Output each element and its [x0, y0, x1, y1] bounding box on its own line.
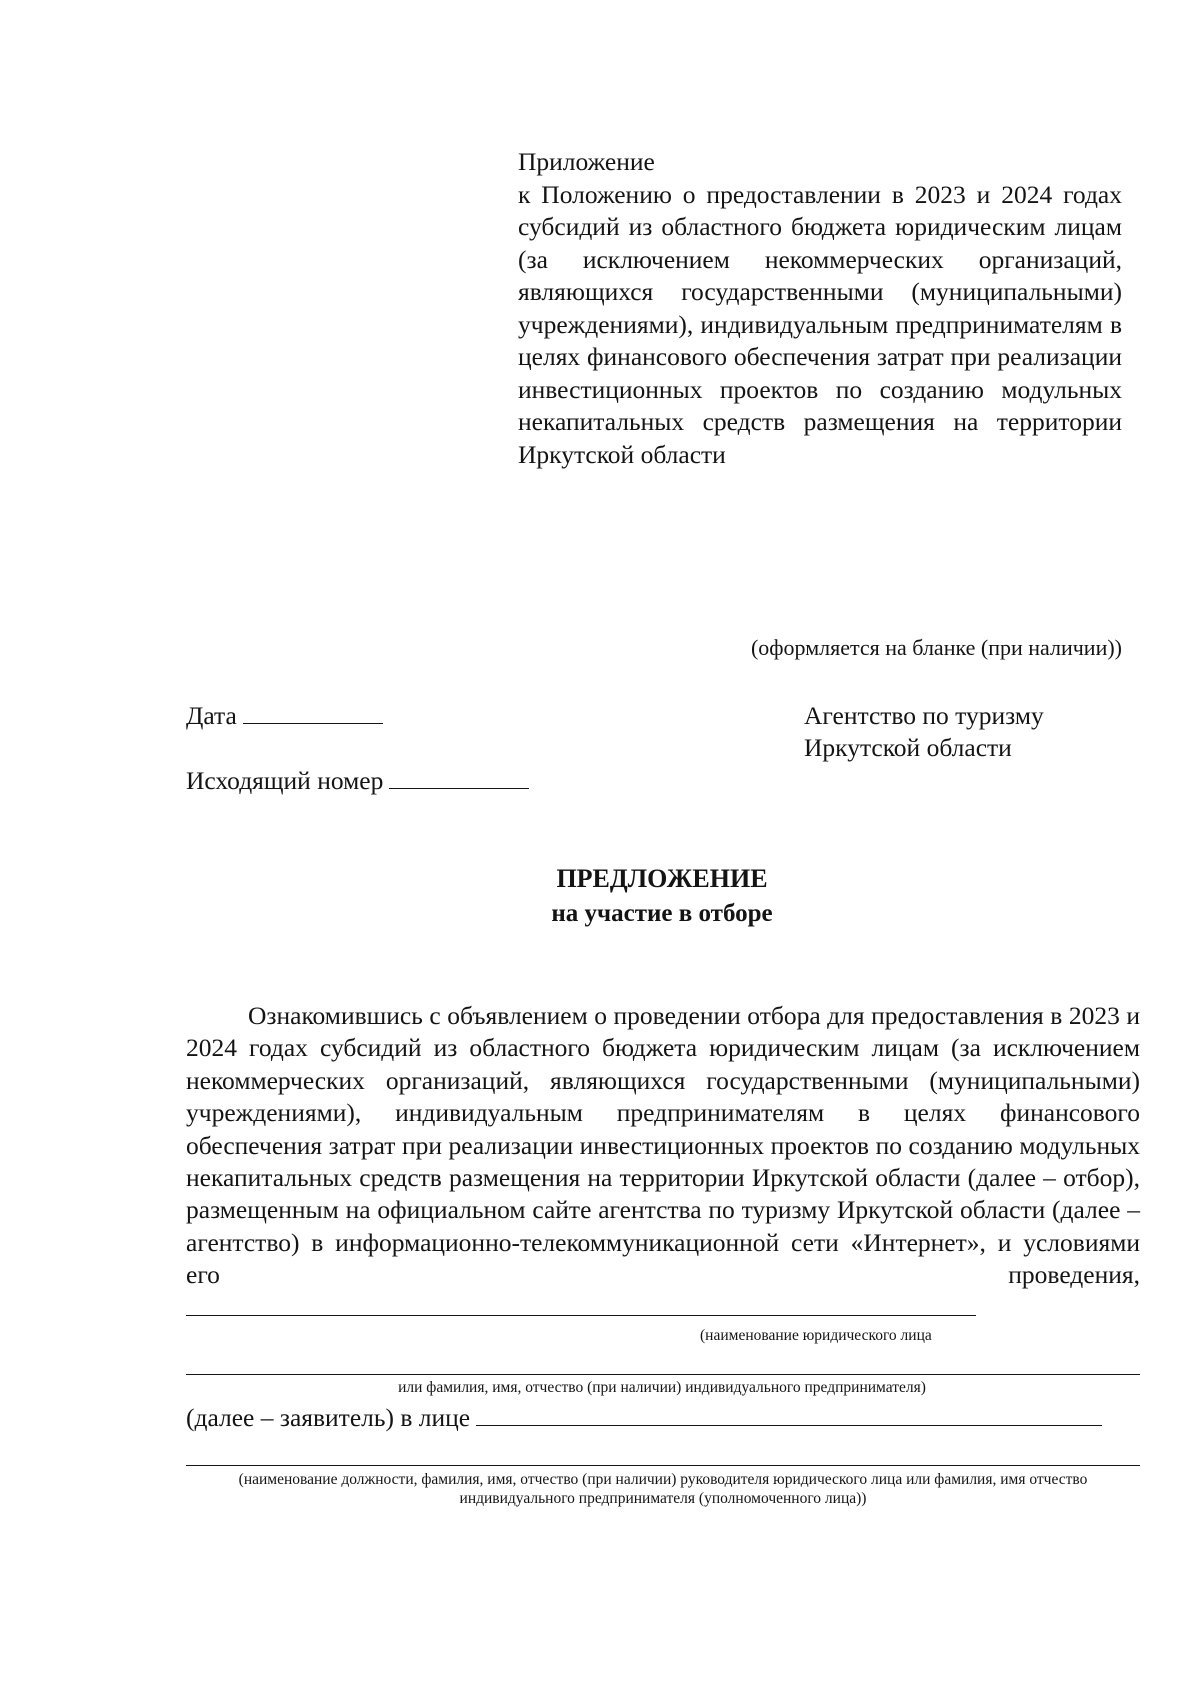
addressee-line-2: Иркутской области — [804, 733, 1012, 762]
applicant-label: (далее – заявитель) в лице — [186, 1403, 471, 1432]
annex-block — [518, 146, 1122, 471]
date-label: Дата — [186, 701, 237, 730]
individual-entrepreneur-caption: или фамилия, имя, отчество (при наличии) индивидуального предпринимателя) — [398, 1379, 926, 1396]
annex-reference: к Положению о предоставлении в 2023 и 2024 годах субсидий из областного бюджета юридическим лицам (за исключением некоммерческих организаций, являющихся государственными (муниципальными) учреждениями), индивидуальным предпринимателям в целях финансового обеспечения затрат при реализации инвестиционных проектов по созданию модульных некапитальных средств размещения на территории Иркутской области — [518, 179, 1122, 469]
applicant-name-blank-line[interactable] — [186, 1295, 976, 1316]
applicant-field — [186, 1402, 1102, 1434]
representative-continuation-line[interactable] — [186, 1465, 1140, 1466]
letterhead-note: (оформляется на бланке (при наличии)) — [750, 635, 1122, 660]
main-paragraph — [186, 1000, 1140, 1324]
outgoing-number-field — [186, 765, 529, 797]
annex-title: Приложение — [518, 147, 655, 176]
addressee-block — [804, 700, 1044, 764]
applicant-name-continuation-line[interactable] — [186, 1374, 1140, 1375]
outgoing-number-label: Исходящий номер — [186, 766, 384, 795]
legal-entity-caption: (наименование юридического лица — [700, 1327, 932, 1344]
representative-blank-line[interactable] — [476, 1405, 1102, 1426]
document-subtitle: на участие в отборе — [551, 900, 773, 927]
addressee-line-1: Агентство по туризму — [804, 701, 1044, 730]
position-caption: (наименование должности, фамилия, имя, отчество (при наличии) руководителя юридического лица или фамилия, имя отчество индивидуального предпринимателя (уполномоченного лица)) — [238, 1471, 1088, 1507]
date-blank-line[interactable] — [243, 701, 383, 724]
outgoing-number-blank-line[interactable] — [389, 766, 529, 789]
document-title: ПРЕДЛОЖЕНИЕ — [556, 864, 768, 893]
main-paragraph-text: Ознакомившись с объявлением о проведении отбора для предоставления в 2023 и 2024 годах субсидий из областного бюджета юридическим лицам (за исключением некоммерческих организаций, являющихся государственными (муниципальными) учреждениями), индивидуальным предпринимателям в целях финансового обеспечения затрат при реализации инвестиционных проектов по созданию модульных некапитальных средств размещения на территории Иркутской области (далее – отбор), размещенным на официальном сайте агентства по туризму Иркутской области (далее – агентство) в информационно-телекоммуникационной сети «Интернет», и условиями его проведения, — [186, 1001, 1140, 1290]
date-field — [186, 700, 383, 732]
